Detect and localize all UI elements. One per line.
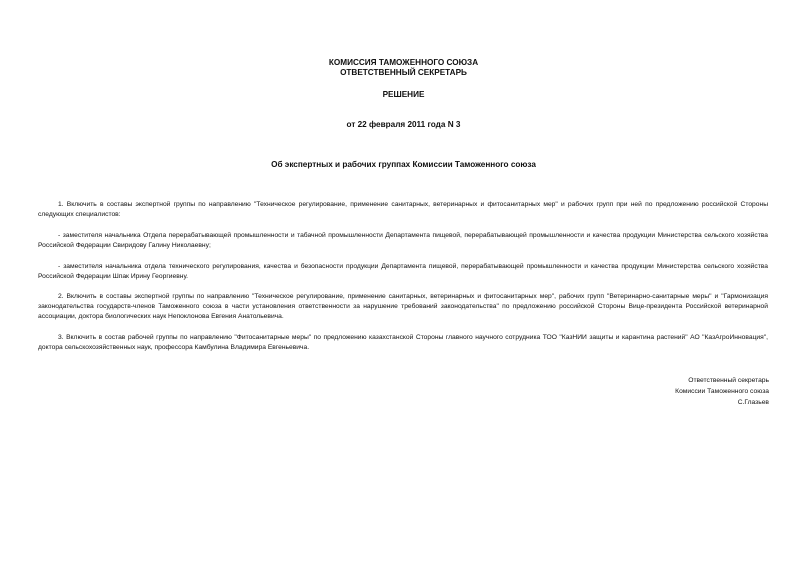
paragraph-4-text: 2. Включить в составы экспертной группы по направлению "Техническое регулирование, применение санитарных, ветеринарных и фитосанитарных мер", рабочих групп "Ветеринарно-санитарные меры" и "Гармонизация законодательства государств-членов Таможенного союза в части установления ответственности за нарушение требований законодательства" по предложению российской Стороны Вице-президента Российской ветеринарной ассоциации, доктора биологических наук Непоклонова Евгения Анатольевича. <box>38 293 768 320</box>
paragraph-4 <box>38 292 768 322</box>
paragraph-1 <box>38 200 768 220</box>
paragraph-2-text: - заместителя начальника Отдела перерабатывающей промышленности и табачной промышленности Департамента пищевой, перерабатывающей промышленности и качества продукции Министерства сельского хозяйства Российской Федерации Свиридову Галину Николаевну; <box>38 232 768 249</box>
paragraph-1-text: 1. Включить в составы экспертной группы по направлению "Техническое регулирование, применение санитарных, ветеринарных и фитосанитарных мер" и рабочих групп при ней по предложению российской Стороны следующих специалистов: <box>38 201 768 218</box>
paragraph-3-text: - заместителя начальника отдела технического регулирования, качества и безопасности продукции Департамента пищевой, перерабатывающей промышленности и качества продукции Министерства сельского хозяйства Российской Федерации Шпак Ирину Георгиевну. <box>38 263 768 280</box>
document-subject: Об экспертных и рабочих группах Комиссии Таможенного союза <box>271 160 536 169</box>
org-name: КОМИССИЯ ТАМОЖЕННОГО СОЮЗА <box>328 58 479 67</box>
paragraph-5-text: 3. Включить в состав рабочей группы по направлению "Фитосанитарные меры" по предложению казахстанской Стороны главного научного сотрудника ТОО "КазНИИ защиты и карантина растений" АО "КазАгроИнновация", доктора сельскохозяйственных наук, профессора Камбулина Владимира Евгеньевича. <box>38 334 768 351</box>
document-type: РЕШЕНИЕ <box>382 90 425 99</box>
signature-organization: Комиссии Таможенного союза <box>675 388 769 395</box>
signature-title: Ответственный секретарь <box>688 377 769 384</box>
paragraph-3 <box>38 262 768 282</box>
paragraph-2 <box>38 231 768 251</box>
paragraph-5 <box>38 333 768 353</box>
signature-name: С.Глазьев <box>737 399 769 406</box>
org-position: ОТВЕТСТВЕННЫЙ СЕКРЕТАРЬ <box>340 68 467 77</box>
document-date: от 22 февраля 2011 года N 3 <box>346 120 461 129</box>
